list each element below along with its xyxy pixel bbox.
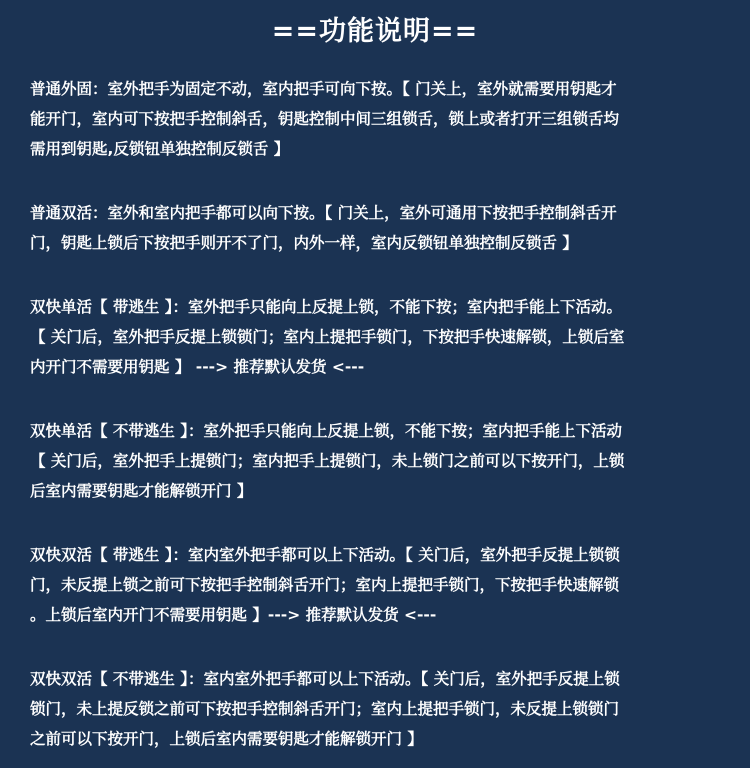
section-line: 【 关门后，室外把手上提锁门；室内把手上提锁门，未上锁门之前可以下按开门，上锁 xyxy=(30,452,625,470)
section-line: 普通外固：室外把手为固定不动，室内把手可向下按。【 门关上，室外就需要用钥匙才 xyxy=(30,80,617,98)
section-line: 。上锁后室内开门不需要用钥匙 】---> 推荐默认发货 <--- xyxy=(30,606,437,624)
section-line: 双快单活【 不带逃生 】：室外把手只能向上反提上锁，不能下按；室内把手能上下活动 xyxy=(30,422,623,440)
section-line: 需用到钥匙,反锁钮单独控制反锁舌 】 xyxy=(30,140,290,158)
section-line: 双快单活【 带逃生 】：室外把手只能向上反提上锁，不能下按；室内把手能上下活动。 xyxy=(30,298,623,316)
section-line: 之前可以下按开门，上锁后室内需要钥匙才能解锁开门 】 xyxy=(30,730,423,748)
section-gap xyxy=(30,506,720,540)
section-gap xyxy=(30,382,720,416)
section-line: 双快双活【 不带逃生 】：室内室外把手都可以上下活动。【 关门后，室外把手反提上锁 xyxy=(30,670,620,688)
section-line: 后室内需要钥匙才能解锁开门 】 xyxy=(30,482,253,500)
section-line: 【 关门后，室外把手反提上锁锁门；室内上提把手锁门，下按把手快速解锁，上锁后室 xyxy=(30,328,625,346)
section-line: 能开门，室内可下按把手控制斜舌，钥匙控制中间三组锁舌，锁上或者打开三组锁舌均 xyxy=(30,110,620,128)
section-line: 内开门不需要用钥匙 】 ---> 推荐默认发货 <--- xyxy=(30,358,365,376)
section-line: 普通双活：室外和室内把手都可以向下按。【 门关上，室外可通用下按把手控制斜舌开 xyxy=(30,204,617,222)
section-line: 锁门，未上提反锁之前可下按把手控制斜舌开门；室内上提把手锁门，未反提上锁锁门 xyxy=(30,700,620,718)
section-line: 门，未反提上锁之前可下按把手控制斜舌开门；室内上提把手锁门，下按把手快速解锁 xyxy=(30,576,620,594)
section-double-quick-double-with-escape xyxy=(30,540,720,630)
section-double-quick-double-no-escape xyxy=(30,664,720,754)
section-normal-double-active xyxy=(30,198,720,258)
section-line: 双快双活【 带逃生 】：室内室外把手都可以上下活动。【 关门后，室外把手反提上锁锁 xyxy=(30,546,620,564)
section-double-quick-single-no-escape xyxy=(30,416,720,506)
section-gap xyxy=(30,630,720,664)
section-double-quick-single-with-escape xyxy=(30,292,720,382)
section-gap xyxy=(30,258,720,292)
section-gap xyxy=(30,164,720,198)
section-normal-outer-fixed xyxy=(30,74,720,164)
section-line: 门，钥匙上锁后下按把手则开不了门，内外一样，室内反锁钮单独控制反锁舌 】 xyxy=(30,234,578,252)
page-title: ==功能说明== xyxy=(271,16,479,47)
